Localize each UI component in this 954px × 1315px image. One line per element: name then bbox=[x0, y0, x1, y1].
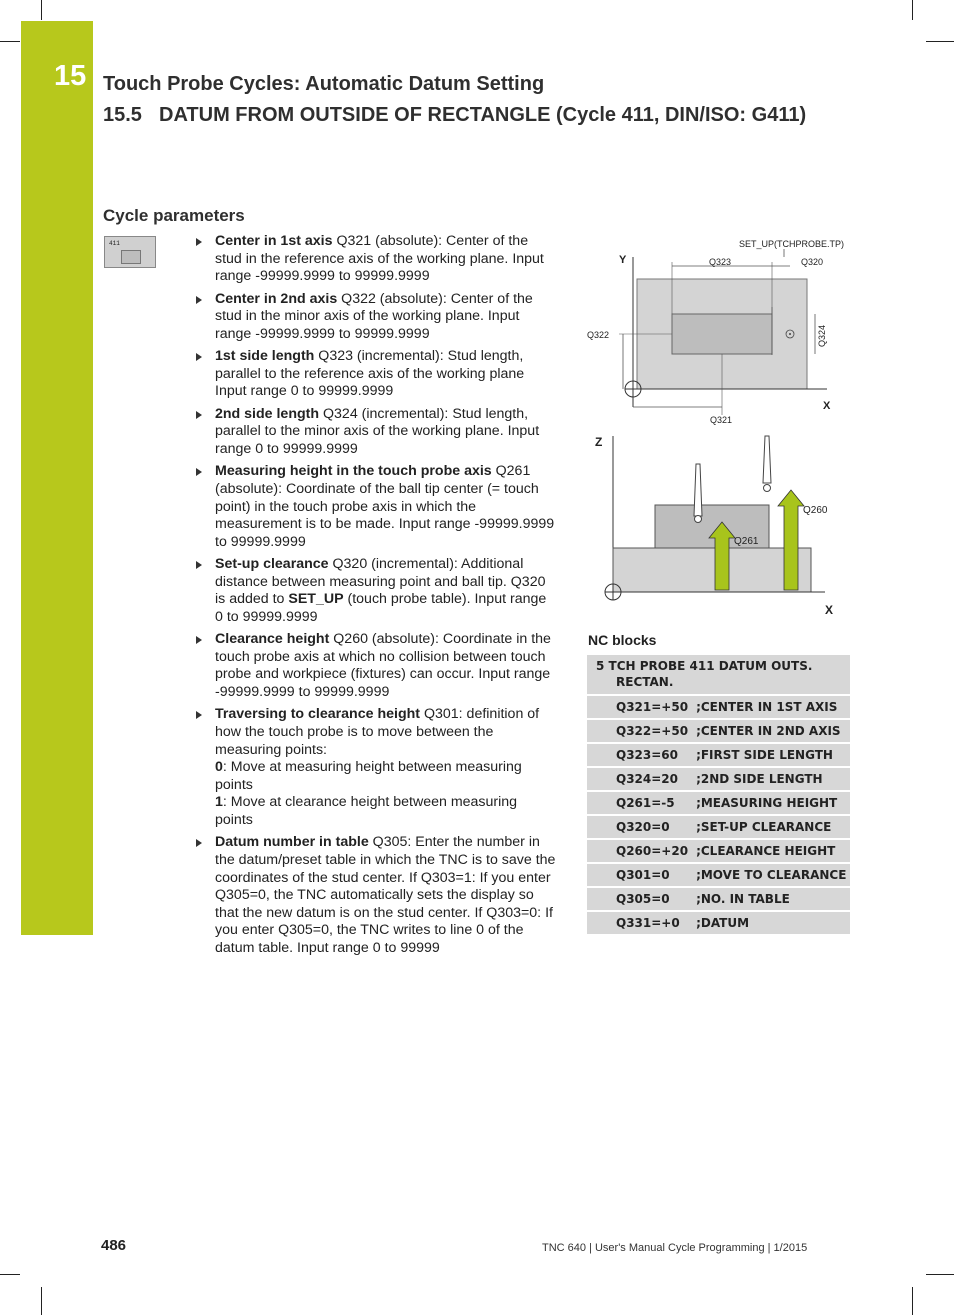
param-name: Clearance height bbox=[215, 631, 330, 648]
section-title: Cycle parameters bbox=[103, 206, 245, 225]
nc-row bbox=[587, 911, 850, 935]
workpiece-base bbox=[613, 548, 811, 592]
subsection-number: 15.5 bbox=[103, 104, 142, 126]
bullet-triangle-icon bbox=[196, 411, 202, 419]
param-item bbox=[196, 556, 556, 626]
nc-row bbox=[587, 767, 850, 791]
param-text: Q320 (incremental): Additional distance between measuring point and ball tip. Q320 is added to bbox=[215, 556, 546, 608]
nc-comment: ;CENTER IN 1ST AXIS bbox=[688, 695, 850, 719]
param-item bbox=[196, 834, 556, 957]
bullet-triangle-icon bbox=[196, 561, 202, 569]
param-text: Q301: definition of how the touch probe is to move between the measuring points: bbox=[215, 706, 540, 758]
crop-mark bbox=[912, 1287, 913, 1315]
rectangle-icon bbox=[121, 250, 141, 264]
nc-code: Q322=+50 bbox=[587, 719, 688, 743]
param-item bbox=[196, 706, 556, 829]
top-view-diagram bbox=[585, 235, 855, 427]
param-text: Q260 (absolute): Coordinate in the touch probe axis at which no collision between touch probe and workpiece (fixtures) can occur. Input range -99999.9999 to 99999.9999 bbox=[215, 631, 551, 701]
softkey-label: 411 bbox=[109, 240, 120, 247]
probe-center-dot bbox=[789, 333, 791, 335]
x-axis-label: X bbox=[825, 603, 834, 617]
y-axis-label: Y bbox=[619, 254, 627, 266]
param-keyword: SET_UP bbox=[288, 591, 344, 608]
nc-row bbox=[587, 791, 850, 815]
chapter-sidebar bbox=[21, 21, 93, 935]
param-name: Set-up clearance bbox=[215, 556, 329, 573]
param-item bbox=[196, 406, 556, 459]
param-name: Datum number in table bbox=[215, 834, 369, 851]
param-name: Measuring height in the touch probe axis bbox=[215, 463, 492, 480]
probe-stylus-high bbox=[763, 436, 771, 483]
nc-header-cell bbox=[587, 655, 850, 695]
nc-comment: ;2ND SIDE LENGTH bbox=[688, 767, 850, 791]
option-text: : Move at measuring height between measuring points bbox=[215, 759, 522, 793]
probe-ball-high bbox=[764, 485, 771, 492]
option-key: 1 bbox=[215, 794, 223, 811]
param-item bbox=[196, 463, 556, 551]
param-name: Traversing to clearance height bbox=[215, 706, 421, 723]
bullet-triangle-icon bbox=[196, 238, 202, 246]
nc-comment: ;CENTER IN 2ND AXIS bbox=[688, 719, 850, 743]
param-text: Q324 (incremental): Stud length, parallel to the minor axis of the working plane. Input range 0 to 99999.9999 bbox=[215, 405, 540, 457]
q321-label: Q321 bbox=[710, 415, 733, 425]
crop-mark bbox=[41, 1287, 42, 1315]
probe-stylus-low bbox=[694, 464, 702, 516]
nc-code: Q331=+0 bbox=[587, 911, 688, 935]
param-item bbox=[196, 233, 556, 286]
stud-rect bbox=[672, 314, 772, 354]
setup-label: SET_UP(TCHPROBE.TP) bbox=[739, 239, 845, 249]
crop-mark bbox=[41, 0, 42, 20]
q323-label: Q323 bbox=[709, 257, 732, 267]
z-axis-label: Z bbox=[595, 435, 603, 449]
nc-row bbox=[587, 887, 850, 911]
parameter-list bbox=[196, 233, 556, 962]
param-name: Center in 1st axis bbox=[215, 233, 333, 249]
nc-comment: ;CLEARANCE HEIGHT bbox=[688, 839, 850, 863]
nc-comment: ;MOVE TO CLEARANCE bbox=[688, 863, 850, 887]
param-item bbox=[196, 631, 556, 701]
nc-code: Q320=0 bbox=[587, 815, 688, 839]
x-axis-label: X bbox=[823, 400, 831, 412]
nc-comment: ;NO. IN TABLE bbox=[688, 887, 850, 911]
nc-row bbox=[587, 719, 850, 743]
param-item bbox=[196, 291, 556, 344]
q324-label: Q324 bbox=[817, 324, 827, 347]
nc-header-line2: RECTAN. bbox=[616, 675, 674, 689]
chapter-title: Touch Probe Cycles: Automatic Datum Setting bbox=[103, 73, 545, 95]
crop-mark bbox=[0, 1274, 20, 1275]
option-text: : Move at clearance height between measuring points bbox=[215, 794, 518, 828]
param-name: 1st side length bbox=[215, 348, 315, 365]
param-name: 2nd side length bbox=[215, 405, 320, 422]
param-text: Q323 (incremental): Stud length, parallel to the reference axis of the working plane Input range 0 to 99999.9999 bbox=[215, 348, 525, 400]
chapter-number: 15 bbox=[54, 60, 87, 92]
crop-mark bbox=[926, 1274, 954, 1275]
nc-blocks-title: NC blocks bbox=[588, 632, 657, 648]
q320-label: Q320 bbox=[801, 257, 824, 267]
bullet-triangle-icon bbox=[196, 839, 202, 847]
nc-code: Q323=60 bbox=[587, 743, 688, 767]
side-view-diagram bbox=[585, 430, 855, 620]
param-text: Q261 (absolute): Coordinate of the ball tip center (= touch point) in the touch probe axis in which the measurement is to be made. Input range -99999.9999 to 99999.9999 bbox=[215, 463, 555, 550]
option-key: 0 bbox=[215, 759, 223, 776]
cycle-softkey-icon bbox=[104, 236, 156, 268]
subsection-heading bbox=[103, 104, 806, 127]
bullet-triangle-icon bbox=[196, 636, 202, 644]
probe-ball-low bbox=[695, 516, 702, 523]
param-text: (touch probe table). Input range 0 to 99999.9999 bbox=[215, 591, 547, 625]
param-item bbox=[196, 348, 556, 401]
nc-code: Q301=0 bbox=[587, 863, 688, 887]
nc-row bbox=[587, 839, 850, 863]
nc-comment: ;FIRST SIDE LENGTH bbox=[688, 743, 850, 767]
nc-comment: ;MEASURING HEIGHT bbox=[688, 791, 850, 815]
footer-text: TNC 640 | User's Manual Cycle Programming | 1/2015 bbox=[542, 1242, 808, 1254]
nc-code: Q324=20 bbox=[587, 767, 688, 791]
nc-blocks-table bbox=[587, 655, 850, 936]
q261-label: Q261 bbox=[734, 536, 759, 547]
crop-mark bbox=[912, 0, 913, 20]
nc-row bbox=[587, 815, 850, 839]
bullet-triangle-icon bbox=[196, 711, 202, 719]
crop-mark bbox=[0, 41, 20, 42]
page-number: 486 bbox=[101, 1237, 127, 1254]
q260-label: Q260 bbox=[803, 505, 828, 516]
subsection-title: DATUM FROM OUTSIDE OF RECTANGLE (Cycle 411, DIN/ISO: G411) bbox=[159, 104, 807, 126]
param-text: Q322 (absolute): Center of the stud in the minor axis of the working plane. Input range -99999.9999 to 99999.9999 bbox=[215, 290, 533, 342]
bullet-triangle-icon bbox=[196, 468, 202, 476]
nc-row bbox=[587, 863, 850, 887]
nc-code: Q305=0 bbox=[587, 887, 688, 911]
nc-row bbox=[587, 695, 850, 719]
param-name: Center in 2nd axis bbox=[215, 290, 338, 307]
nc-code: Q261=-5 bbox=[587, 791, 688, 815]
nc-comment: ;DATUM bbox=[688, 911, 850, 935]
bullet-triangle-icon bbox=[196, 353, 202, 361]
nc-header-row bbox=[587, 655, 850, 695]
nc-header-line1: 5 TCH PROBE 411 DATUM OUTS. bbox=[596, 659, 813, 673]
nc-code: Q321=+50 bbox=[587, 695, 688, 719]
param-text: Q305: Enter the number in the datum/preset table in which the TNC is to save the coordinates of the stud center. If Q303=1: If you enter Q305=0, the TNC automatically sets the display so that the new datum is on the stud center. If Q303=0: If you enter Q305=0, the TNC writes to line 0 of the datum table. Input range 0 to 99999 bbox=[215, 834, 556, 956]
nc-comment: ;SET-UP CLEARANCE bbox=[688, 815, 850, 839]
nc-code: Q260=+20 bbox=[587, 839, 688, 863]
param-text: Q321 (absolute): Center of the stud in the reference axis of the working plane. Input range -99999.9999 to 99999.9999 bbox=[215, 233, 544, 285]
nc-row bbox=[587, 743, 850, 767]
bullet-triangle-icon bbox=[196, 296, 202, 304]
crop-mark bbox=[926, 41, 954, 42]
q322-label: Q322 bbox=[587, 330, 610, 340]
